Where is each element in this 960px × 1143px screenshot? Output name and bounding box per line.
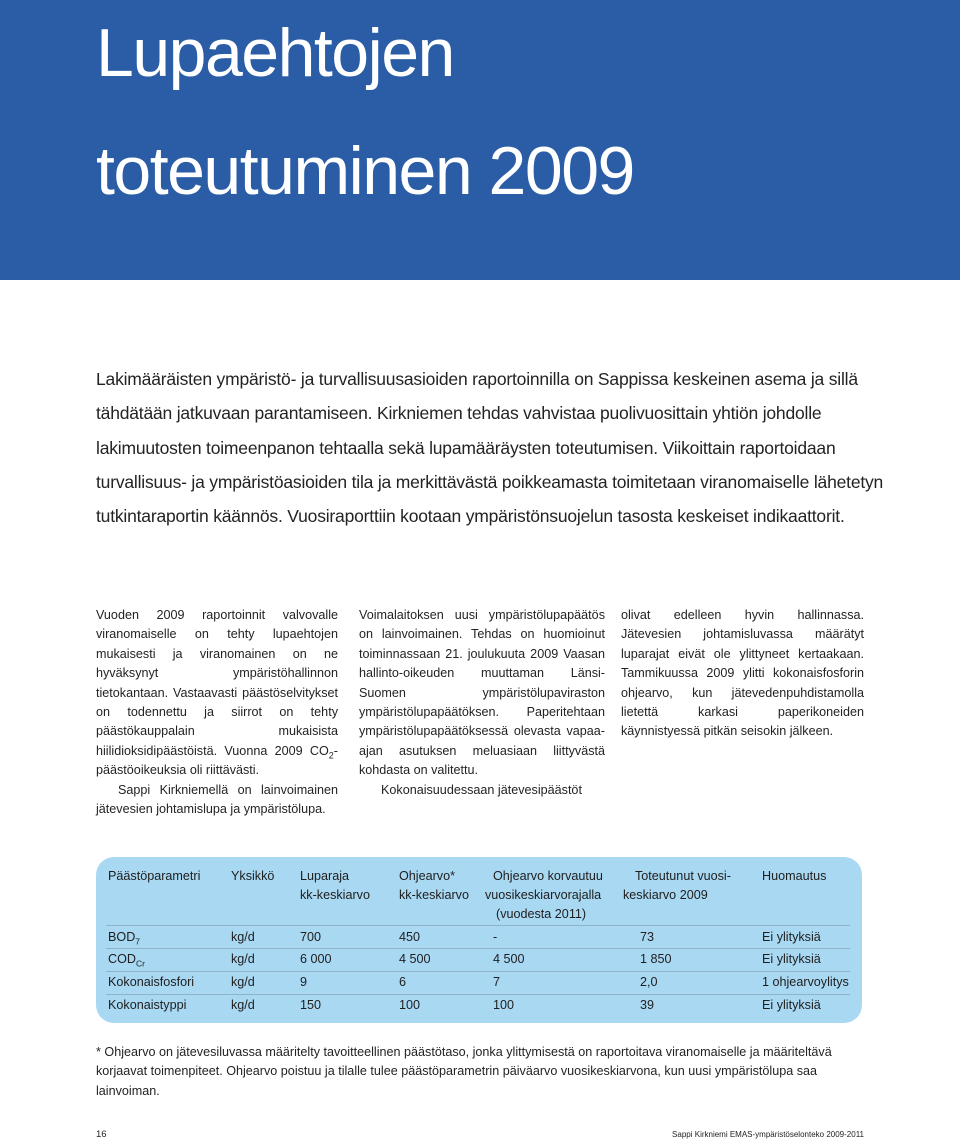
row-2-permit: 6 000 bbox=[300, 952, 332, 966]
row-3-permit: 9 bbox=[300, 975, 308, 989]
page-title-line-1: Lupaehtojen bbox=[96, 15, 454, 91]
row-2-parameter: $COD_{Cr}$ bbox=[108, 952, 145, 969]
header-realized-line-2: keskiarvo 2009 bbox=[623, 888, 708, 902]
row-4-replaced: 100 bbox=[493, 998, 515, 1012]
row-4-permit: 150 bbox=[300, 998, 322, 1012]
row-1-replaced: - bbox=[493, 930, 498, 944]
row-divider bbox=[106, 971, 850, 972]
intro-paragraph: Lakimääräisten ympäristö- ja turvallisuusasioiden raportoinnilla on Sappissa keskeinen asema ja sillä tähdätään jatkuvaan parantamiseen. Kirkniemen tehdas vahvistaa puolivuosittain yhtiön johdolle lakimuutosten toimeenpanon tehtaalla sekä lupamääräysten toteutumisen. Viikoittain raportoidaan turvallisuus- ja ympäristöasioiden tila ja merkittävästä poikkeamasta toimitetaan viranomaiselle lähetetyn tutkintaraportin käännös. Vuosiraporttiin kootaan ympäristönsuojelun tasosta keskeiset indikaattorit. bbox=[96, 369, 884, 527]
page-title bbox=[96, 0, 634, 230]
row-4-parameter: Kokonaistyppi bbox=[108, 998, 187, 1012]
header-replaced-guide-line-2: vuosikeskiarvorajalla bbox=[485, 888, 602, 902]
column-1-paragraph-1 bbox=[96, 606, 338, 781]
header-permit-limit-line-1: Luparaja bbox=[300, 869, 350, 883]
page-number: 16 bbox=[96, 1129, 107, 1140]
row-3-parameter: Kokonaisfosfori bbox=[108, 975, 195, 989]
publication-footer: Sappi Kirkniemi EMAS-ympäristöselonteko 2009-2011 bbox=[672, 1130, 864, 1139]
column-1-paragraph-2: Sappi Kirkniemellä on lainvoimainen jätevesien johtamislupa ja ympäristölupa. bbox=[96, 782, 338, 817]
row-1-unit: kg/d bbox=[231, 930, 255, 944]
row-1-guide: 450 bbox=[399, 930, 421, 944]
row-2-remark: Ei ylityksiä bbox=[762, 952, 821, 966]
row-3-replaced: 7 bbox=[493, 975, 501, 989]
header-divider bbox=[106, 925, 850, 926]
row-2-realized: 1 850 bbox=[640, 952, 672, 966]
header-realized-line-1: Toteutunut vuosi- bbox=[635, 869, 731, 883]
title-banner bbox=[0, 0, 960, 280]
row-2-guide: 4 500 bbox=[399, 952, 431, 966]
body-column-1 bbox=[96, 606, 338, 819]
emission-limits-table bbox=[96, 857, 862, 1023]
row-1-realized: 73 bbox=[640, 930, 655, 944]
row-3-remark: 1 ohjearvoylitys bbox=[762, 975, 849, 989]
row-4-realized: 39 bbox=[640, 998, 655, 1012]
column-1-text: Vuoden 2009 raportoinnit valvovalle viranomaiselle on tehty lupaehtojen mukaisesti ja viranomainen on ne hyväksynyt ympäristöhallinnon tietokantaan. Vastaavasti päästöselvitykset on todennettu ja siirrot on tehty päästökauppalain mukaisista hiilidioksidipäästöistä. Vuonna 2009 CO bbox=[96, 608, 338, 758]
table-footnote: * Ohjearvo on jätevesiluvassa määritelty tavoitteellinen päästötaso, jonka ylittymisestä on raportoitava viranomaiselle ja määriteltävä korjaavat toimenpiteet. Ohjearvo poistuu ja tilalle tulee päästöparametrin päiväarvo vuosikeskiarvona, kun uusi ympäristölupa saa lainvoiman. bbox=[96, 1045, 832, 1098]
header-unit: Yksikkö bbox=[231, 869, 275, 883]
body-column-3 bbox=[621, 606, 864, 742]
row-3-realized: 2,0 bbox=[640, 975, 658, 989]
row-1-parameter: $BOD_7$ bbox=[108, 930, 141, 947]
column-1-text-end: -päästöoikeuksia oli riittävästi. bbox=[96, 743, 338, 778]
row-1-permit: 700 bbox=[300, 930, 322, 944]
header-replaced-guide-line-3: (vuodesta 2011) bbox=[496, 907, 587, 921]
row-divider bbox=[106, 994, 850, 995]
header-permit-limit-line-2: kk-keskiarvo bbox=[300, 888, 370, 902]
row-4-remark: Ei ylityksiä bbox=[762, 998, 821, 1012]
header-remark: Huomautus bbox=[762, 869, 827, 883]
row-divider bbox=[106, 948, 850, 949]
column-2-paragraph-1: Voimalaitoksen uusi ympäristölupapäätös on lainvoimainen. Tehdas on huomioinut toiminnassaan 21. joulukuuta 2009 Vaasan hallinto-oikeuden muuttaman Länsi-Suomen ympäristölupaviraston ympäristölupapäätöksen. Paperitehtaan ympäristölupapäätöksessä olevasta vapaa-ajan asutuksen meluasiaan liittyvästä kohdasta on valitettu. bbox=[359, 608, 605, 778]
header-parameter: Päästöparametri bbox=[108, 869, 201, 883]
column-2-paragraph-2: Kokonaisuudessaan jätevesipäästöt bbox=[381, 782, 582, 797]
row-1-remark: Ei ylityksiä bbox=[762, 930, 821, 944]
row-2-unit: kg/d bbox=[231, 952, 255, 966]
body-column-2 bbox=[359, 606, 605, 800]
row-3-unit: kg/d bbox=[231, 975, 255, 989]
row-3-guide: 6 bbox=[399, 975, 407, 989]
co2-subscript: 2 bbox=[328, 750, 334, 761]
row-2-replaced: 4 500 bbox=[493, 952, 525, 966]
row-4-unit: kg/d bbox=[231, 998, 255, 1012]
header-guide-value-line-2: kk-keskiarvo bbox=[399, 888, 469, 902]
page-title-line-2: toteutuminen 2009 bbox=[96, 133, 634, 209]
column-3-paragraph-1: olivat edelleen hyvin hallinnassa. Jätevesien johtamisluvassa määrätyt luparajat eivät ole ylittyneet kertaakaan. Tammikuussa 2009 ylitti kokonaisfosforin ohjearvo, kun jätevedenpuhdistamolla lietettä karkasi paperikoneiden käynnistyessä pitkän seisokin jälkeen. bbox=[621, 608, 864, 739]
header-guide-value-line-1: Ohjearvo* bbox=[399, 869, 456, 883]
header-replaced-guide-line-1: Ohjearvo korvautuu bbox=[493, 869, 603, 883]
row-4-guide: 100 bbox=[399, 998, 421, 1012]
